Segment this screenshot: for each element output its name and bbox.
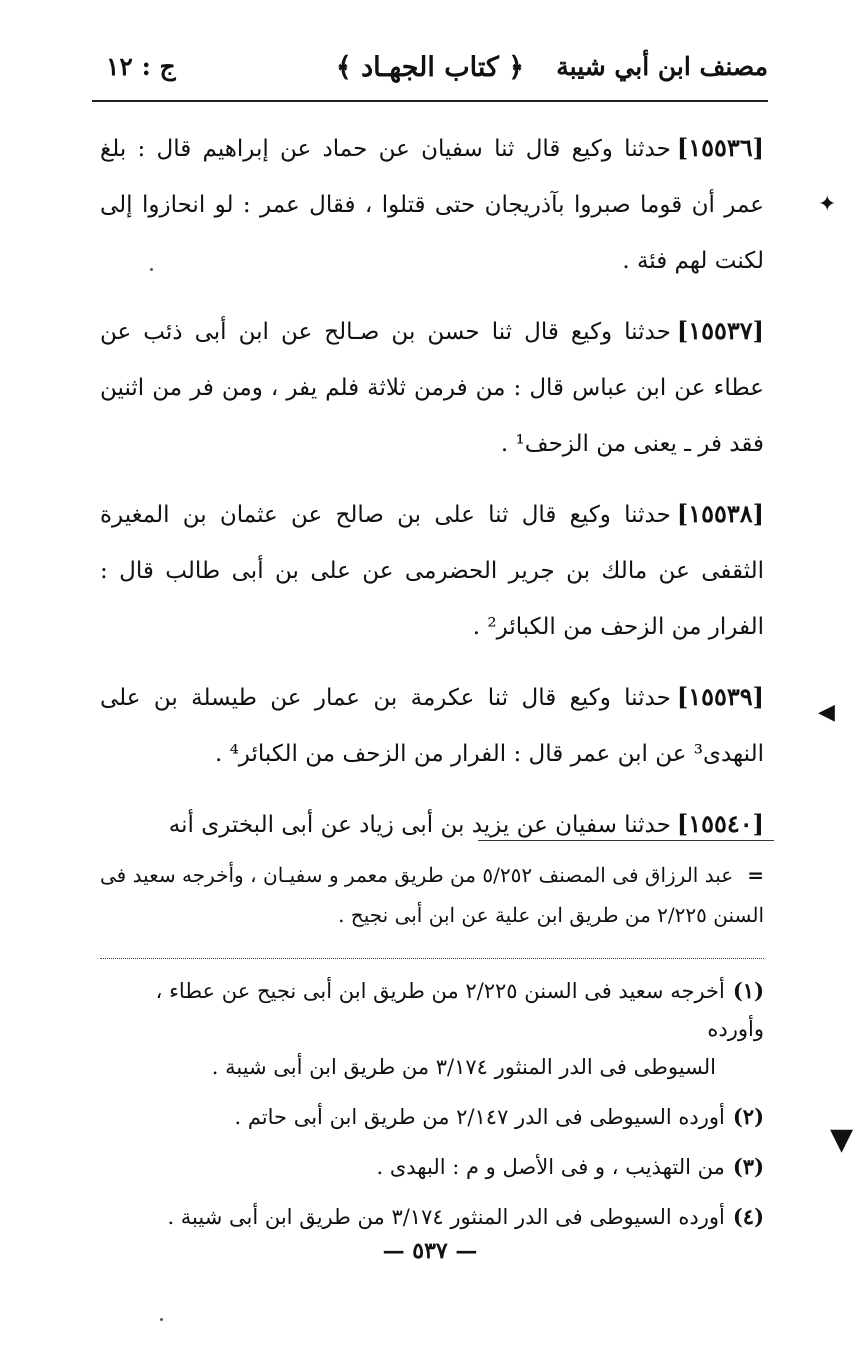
hadith-number: [١٥٥٣٦]	[676, 133, 764, 162]
footnote-number: (١)	[732, 978, 764, 1003]
footnote	[96, 972, 764, 1086]
footnote-separator	[478, 840, 774, 841]
hadith-number: [١٥٥٣٧]	[676, 316, 764, 345]
hadith-entry	[100, 796, 764, 853]
margin-arrow-icon: ◀	[818, 700, 835, 725]
hadith-text: حدثنا وكيع قال ثنا على بن صالح عن عثمان بن المغيرة الثقفى عن مالك بن جرير الحضرمى عن على بن أبى طالب قال : الفرار من الزحف من الكبائر² .	[100, 502, 764, 640]
footnote	[96, 1198, 764, 1236]
continued-footnote	[100, 855, 764, 935]
hadith-entry	[100, 669, 764, 782]
hadith-text: حدثنا وكيع قال ثنا سفيان عن حماد عن إبراهيم قال : بلغ عمر أن قوما صبروا بآذريجان حتى قتلوا ، فقال عمر : لو انحازوا إلى لكنت لهم فئة .	[100, 136, 764, 274]
hadith-number: [١٥٥٤٠]	[676, 809, 764, 838]
hadith-entry	[100, 486, 764, 655]
header-rule	[92, 100, 768, 102]
hadith-list	[100, 120, 764, 867]
footnote-number: (٢)	[732, 1104, 764, 1129]
footnote	[96, 1098, 764, 1136]
continued-footnote-text: عبد الرزاق فى المصنف ٥/٢٥٢ من طريق معمر و سفيـان ، وأخرجه سعيد فى السنن ٢/٢٢٥ من طريق ابن علية عن ابن أبى نجيح .	[100, 863, 764, 927]
hadith-text: حدثنا وكيع قال ثنا حسن بن صـالح عن ابن أبى ذئب عن عطاء عن ابن عباس قال : من فرمن ثلاثة فلم يفر ، ومن فر من اثنين فقد فر ـ يعنى من الزحف¹ .	[100, 319, 764, 457]
footnote-text-continued: السيوطى فى الدر المنثور ٣/١٧٤ من طريق ابن أبى شيبة .	[211, 1055, 716, 1079]
hadith-number: [١٥٥٣٩]	[676, 682, 764, 711]
margin-marker-icon: ▼	[830, 1122, 854, 1157]
volume-number: ج : ١٢	[106, 52, 176, 81]
margin-mark-icon: ✦	[818, 192, 837, 217]
footnote-text: من التهذيب ، و فى الأصل و م : البهدى .	[376, 1155, 725, 1179]
chapter-title: ﴿ كتاب الجهـاد ﴾	[335, 52, 525, 83]
footnotes	[96, 972, 764, 1248]
continuation-marker: =	[747, 863, 764, 887]
hadith-entry	[100, 120, 764, 289]
footnote-text: أخرجه سعيد فى السنن ٢/٢٢٥ من طريق ابن أبى نجيح عن عطاء ، وأورده	[155, 979, 764, 1041]
hadith-text: حدثنا وكيع قال ثنا عكرمة بن عمار عن طيسلة بن على النهدى³ عن ابن عمر قال : الفرار من الزحف من الكبائر⁴ .	[100, 685, 764, 767]
footnote-text: أورده السيوطى فى الدر المنثور ٣/١٧٤ من طريق ابن أبى شيبة .	[167, 1205, 725, 1229]
scan-speck	[160, 1318, 163, 1321]
hadith-entry	[100, 303, 764, 472]
page-number: — ٥٣٧ —	[382, 1238, 478, 1264]
footnote-number: (٣)	[732, 1154, 764, 1179]
footnote-number: (٤)	[732, 1204, 764, 1229]
footnote-divider	[100, 958, 764, 959]
scan-speck	[150, 268, 153, 271]
footnote-text: أورده السيوطى فى الدر ٢/١٤٧ من طريق ابن أبى حاتم .	[234, 1105, 725, 1129]
hadith-number: [١٥٥٣٨]	[676, 499, 764, 528]
hadith-text: حدثنا سفيان عن يزيد بن أبى زياد عن أبى البخترى أنه	[168, 812, 671, 838]
footnote	[96, 1148, 764, 1186]
running-header	[92, 52, 768, 96]
book-title: مصنف ابن أبي شيبة	[556, 52, 768, 81]
